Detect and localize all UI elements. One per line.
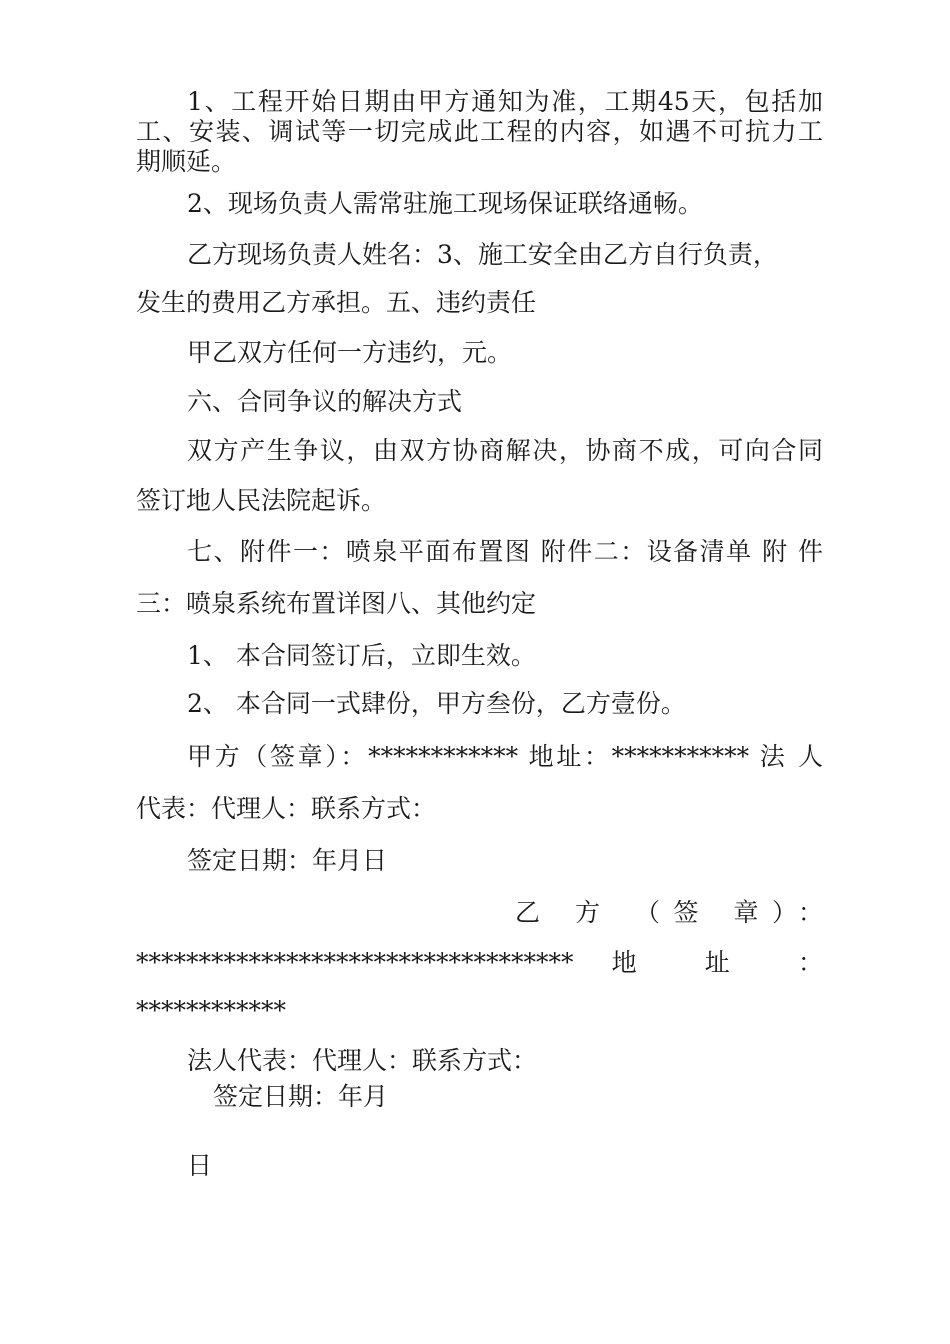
paragraph-line-1: 1、工程开始日期由甲方通知为准，工期45天，包括加	[187, 87, 823, 116]
clause-1: 1、 本合同签订后，立即生效。	[187, 641, 536, 670]
party-a-representative-line: 代表：代理人：联系方式：	[136, 794, 437, 823]
paragraph-line-9: 双方产生争议，由双方协商解决，协商不成，可向合同	[187, 436, 823, 465]
party-b-date-day: 日	[187, 1151, 213, 1180]
paragraph-line-5: 乙方现场负责人姓名：3、施工安全由乙方自行负责，	[187, 240, 778, 269]
paragraph-line-12: 三：喷泉系统布置详图八、其他约定	[136, 589, 537, 618]
party-a-signature-line: 甲方（签章）：************ 地址：*********** 法 人	[187, 742, 823, 771]
party-b-date-line: 签定日期：年月	[213, 1082, 389, 1111]
party-a-date-line: 签定日期：年月日	[187, 846, 388, 875]
section-heading-dispute: 六、合同争议的解决方式	[187, 387, 463, 416]
paragraph-line-4: 2、现场负责人需常驻施工现场保证联络通畅。	[187, 189, 703, 218]
party-b-address-line: *********************************** 地 址 ：	[136, 948, 823, 977]
party-b-signature-line: 乙 方 （签 章）：	[515, 898, 823, 927]
paragraph-line-6: 发生的费用乙方承担。五、违约责任	[136, 288, 537, 317]
paragraph-line-11: 七、附件一：喷泉平面布置图 附件二：设备清单 附 件	[187, 537, 823, 566]
party-b-representative-line: 法人代表：代理人：联系方式：	[187, 1046, 538, 1075]
party-b-address-value: ************	[136, 996, 286, 1025]
paragraph-line-2: 工、安装、调试等一切完成此工程的内容，如遇不可抗力工	[136, 117, 823, 146]
paragraph-line-7: 甲乙双方任何一方违约，元。	[187, 338, 513, 367]
paragraph-line-3: 期顺延。	[136, 147, 237, 176]
clause-2: 2、 本合同一式肆份，甲方叁份，乙方壹份。	[187, 689, 686, 718]
paragraph-line-10: 签订地人民法院起诉。	[136, 486, 387, 515]
